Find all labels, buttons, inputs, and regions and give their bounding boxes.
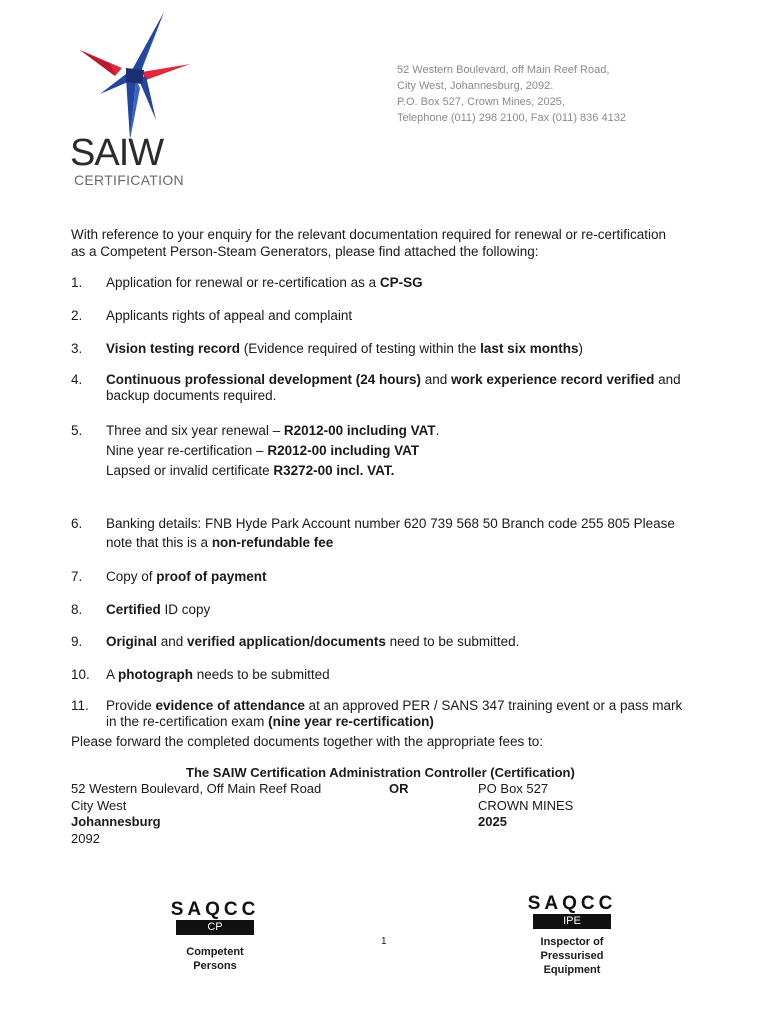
saqcc-letters: SAQCC [527, 893, 617, 914]
badge-caption: Inspector of [540, 936, 604, 948]
item-text: ID copy [160, 602, 211, 617]
item-text: Provide [106, 698, 156, 713]
item-bold-text: evidence of attendance [155, 698, 305, 713]
postal-address-line: PO Box 527 [478, 781, 549, 796]
item-bold-text: non-refundable fee [211, 535, 334, 550]
item-bold-text: photograph [118, 667, 193, 682]
item-bold-text: verified application/documents [187, 634, 386, 649]
or-label: OR [389, 781, 409, 796]
list-item [71, 339, 711, 358]
item-text: and [654, 372, 681, 387]
item-bold-text: proof of payment [156, 569, 267, 584]
item-bold-text: last six months [480, 341, 579, 356]
controller-title: The SAIW Certification Administration Controller (Certification) [186, 765, 575, 780]
item-text: Banking details: FNB Hyde Park Account number 620 739 568 50 Branch code 255 805 Please [106, 516, 675, 531]
list-item [71, 306, 711, 325]
address-line: P.O. Box 527, Crown Mines, 2025, [397, 96, 565, 108]
item-bold-text: Certified [106, 602, 161, 617]
ipe-bar: IPE [533, 914, 611, 929]
star-ray-blue-left [100, 74, 128, 94]
item-text: Lapsed or invalid certificate [106, 463, 274, 478]
item-text: Applicants rights of appeal and complaint [106, 308, 353, 323]
list-item [71, 567, 711, 586]
item-bold-text: R3272-00 incl. VAT. [273, 463, 395, 478]
item-text: need to be submitted. [385, 634, 520, 649]
item-number: 6. [71, 516, 83, 531]
list-item [71, 665, 711, 684]
badge-caption: Competent [186, 946, 244, 958]
forward-instruction: Please forward the completed documents together with the appropriate fees to: [71, 734, 544, 749]
item-number: 7. [71, 569, 83, 584]
saqcc-cp-badge [170, 900, 260, 973]
list-item [71, 632, 711, 651]
letterhead-address [397, 62, 626, 126]
page-number: 1 [381, 936, 387, 947]
item-text: Application for renewal or re-certification as a [106, 275, 380, 290]
item-bold-text: R2012-00 including VAT [283, 423, 436, 438]
badge-caption: Persons [193, 960, 237, 972]
list-item [71, 273, 711, 292]
street-address-line: 52 Western Boulevard, Off Main Reef Road [71, 781, 322, 796]
item-bold-text: CP-SG [379, 275, 423, 290]
item-bold-text: Continuous professional development (24 hours) [106, 372, 422, 387]
postal-address-line: CROWN MINES [478, 797, 574, 813]
item-text: Copy of [106, 569, 157, 584]
street-address [71, 781, 321, 847]
badge-caption: Equipment [543, 964, 601, 976]
saiw-certification-label: CERTIFICATION [74, 172, 184, 188]
item-text: backup documents required. [106, 388, 277, 403]
item-text: in the re-certification exam [106, 714, 269, 729]
item-number: 9. [71, 634, 83, 649]
item-number: 2. [71, 308, 83, 323]
item-text: Three and six year renewal – [106, 423, 284, 438]
star-ray-red-right [142, 64, 190, 80]
list-item [71, 514, 711, 552]
star-ray-blue-top [132, 12, 164, 74]
item-text: note that this is a [106, 535, 212, 550]
badge-caption: Pressurised [540, 950, 604, 962]
address-line: City West, Johannesburg, 2092. [397, 80, 554, 92]
intro-line: With reference to your enquiry for the relevant documentation required for renewal or re-certification [71, 227, 667, 242]
item-number: 11. [71, 698, 89, 713]
item-bold-text: work experience record verified [451, 372, 655, 387]
street-address-line: City West [71, 797, 127, 813]
item-number: 10. [71, 667, 90, 682]
address-line: Telephone (011) 298 2100, Fax (011) 836 4132 [397, 112, 626, 124]
postal-address [478, 781, 573, 831]
saqcc-letters: SAQCC [170, 899, 260, 920]
item-bold-text: (nine year re-certification) [268, 714, 434, 729]
item-number: 5. [71, 423, 83, 438]
street-address-code: 2092 [71, 830, 100, 846]
address-line: 52 Western Boulevard, off Main Reef Road, [397, 64, 610, 76]
intro-line: as a Competent Person-Steam Generators, please find attached the following: [71, 244, 539, 259]
item-text: and [157, 634, 188, 649]
list-item [71, 600, 711, 619]
saqcc-ipe-badge [527, 894, 617, 977]
item-number: 3. [71, 341, 83, 356]
item-number: 1. [71, 275, 83, 290]
intro-paragraph [71, 226, 711, 260]
street-address-city: Johannesburg [71, 814, 161, 829]
cp-bar: CP [176, 920, 254, 935]
item-text: ) [578, 341, 583, 356]
list-item [71, 421, 711, 481]
item-bold-text: Original [106, 634, 158, 649]
list-item [71, 372, 711, 404]
item-text: A [106, 667, 119, 682]
item-number: 4. [71, 372, 83, 387]
item-text: needs to be submitted [193, 667, 330, 682]
list-item [71, 698, 711, 730]
item-text: . [435, 423, 440, 438]
postal-address-code: 2025 [478, 814, 507, 829]
item-bold-text: R2012-00 including VAT [267, 443, 420, 458]
item-bold-text: Vision testing record [106, 341, 241, 356]
item-text: and [421, 372, 452, 387]
item-number: 8. [71, 602, 83, 617]
item-text: Nine year re-certification – [106, 443, 268, 458]
saiw-wordmark: SAIW [70, 132, 164, 174]
item-text: at an approved PER / SANS 347 training event or a pass mark [304, 698, 683, 713]
item-text: (Evidence required of testing within the [240, 341, 481, 356]
